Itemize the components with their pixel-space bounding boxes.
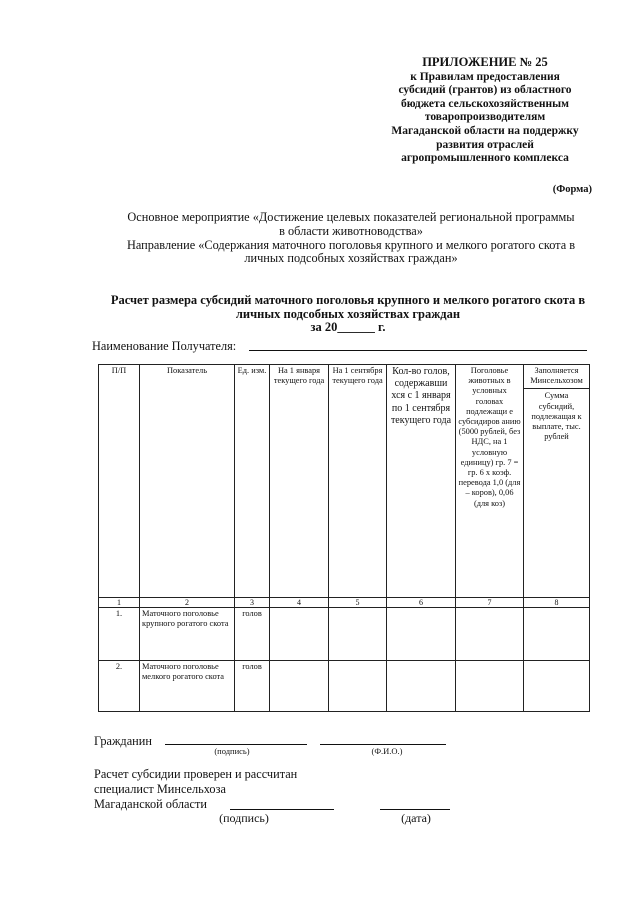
- appendix-block: [360, 56, 610, 166]
- appendix-title: ПРИЛОЖЕНИЕ № 25: [422, 55, 548, 69]
- row-number: 1.: [99, 608, 140, 661]
- main-measure: [96, 211, 606, 266]
- column-number: 6: [387, 598, 456, 608]
- date-caption: (дата): [401, 811, 431, 825]
- column-number: 7: [456, 598, 524, 608]
- signature-caption: (подпись): [219, 811, 269, 825]
- col-header-sep1: На 1 сентября текущего года: [329, 365, 387, 598]
- col-header-jan1: На 1 января текущего года: [270, 365, 329, 598]
- appendix-line: к Правилам предоставления: [410, 70, 560, 83]
- cell-sep1[interactable]: [329, 661, 387, 712]
- region-line: Магаданской области: [94, 797, 207, 811]
- cell-sep1[interactable]: [329, 608, 387, 661]
- row-number: 2.: [99, 661, 140, 712]
- calc-title-line: Расчет размера субсидий маточного поголовья крупного и мелкого рогатого скота в: [110, 293, 586, 307]
- col-header-unit: Ед. изм.: [235, 365, 270, 598]
- citizen-signature-field[interactable]: [165, 744, 307, 745]
- citizen-label: Гражданин: [94, 734, 152, 748]
- row-indicator: Маточного поголовье мелкого рогатого скота: [140, 661, 235, 712]
- subsidy-table: [98, 364, 590, 712]
- cell-livestock[interactable]: [456, 608, 524, 661]
- appendix-line: бюджета сельскохозяйственным: [401, 97, 569, 110]
- calc-year-line: за 20______ г.: [310, 320, 386, 334]
- specialist-signature-field[interactable]: [230, 809, 334, 810]
- table-row: [99, 661, 590, 712]
- specialist-line: специалист Минсельхоза: [94, 782, 226, 796]
- col-header-indicator: Показатель: [140, 365, 235, 598]
- measure-line: Основное мероприятие «Достижение целевых показателей региональной программы: [127, 210, 575, 224]
- appendix-line: Магаданской области на поддержку: [391, 124, 579, 137]
- col-header-pp: П/П: [99, 365, 140, 598]
- cell-count[interactable]: [387, 661, 456, 712]
- ministry-note: Заполняется Минсельхозом: [524, 366, 589, 389]
- column-number: 8: [524, 598, 590, 608]
- column-number: 3: [235, 598, 270, 608]
- measure-line: в области животноводства»: [279, 223, 423, 238]
- appendix-line: развития отраслей: [436, 138, 534, 151]
- cell-sum[interactable]: [524, 608, 590, 661]
- table-row: [99, 608, 590, 661]
- row-indicator: Маточного поголовье крупного рогатого скота: [140, 608, 235, 661]
- col-header-livestock: Поголовье животных в условных головах подлежащи е субсидиров анию (5000 рублей, без НДС, на 1 условную единицу) гр. 7 = гр. 6 х коэф. перевода 1,0 (для – коров), 0,06 (для коз): [456, 365, 524, 598]
- direction-line: Направление «Содержания маточного поголовья крупного и мелкого рогатого скота в: [126, 237, 576, 252]
- checked-line: Расчет субсидии проверен и рассчитан: [94, 767, 298, 781]
- cell-count[interactable]: [387, 608, 456, 661]
- recipient-label: Наименование Получателя:: [92, 339, 237, 353]
- appendix-line: субсидий (грантов) из областного: [398, 84, 572, 97]
- row-unit: голов: [235, 661, 270, 712]
- cell-jan1[interactable]: [270, 608, 329, 661]
- calc-title-line: личных подсобных хозяйствах граждан: [235, 306, 461, 321]
- column-number: 4: [270, 598, 329, 608]
- row-unit: голов: [235, 608, 270, 661]
- form-label: (Форма): [552, 184, 592, 195]
- col-header-ministry: [524, 365, 590, 598]
- cell-jan1[interactable]: [270, 661, 329, 712]
- cell-livestock[interactable]: [456, 661, 524, 712]
- direction-line: личных подсобных хозяйствах граждан»: [244, 251, 458, 266]
- calc-title: [88, 294, 608, 335]
- cell-sum[interactable]: [524, 661, 590, 712]
- appendix-line: товаропроизводителям: [424, 111, 546, 124]
- col-header-sum: Сумма субсидий, подлежащая к выплате, тыс. рублей: [531, 391, 582, 442]
- fio-caption: (Ф.И.О.): [371, 746, 403, 756]
- signature-caption: (подпись): [214, 746, 250, 756]
- col-header-count: Кол-во голов, содержавши хся с 1 января по 1 сентября текущего года: [387, 365, 456, 598]
- citizen-fio-field[interactable]: [320, 744, 446, 745]
- column-number: 2: [140, 598, 235, 608]
- column-number: 5: [329, 598, 387, 608]
- column-number-row: [99, 598, 590, 608]
- appendix-line: агропромышленного комплекса: [401, 152, 569, 165]
- recipient-name-field[interactable]: [249, 350, 587, 351]
- column-number: 1: [99, 598, 140, 608]
- table-header-row: [99, 365, 590, 598]
- date-field[interactable]: [380, 809, 450, 810]
